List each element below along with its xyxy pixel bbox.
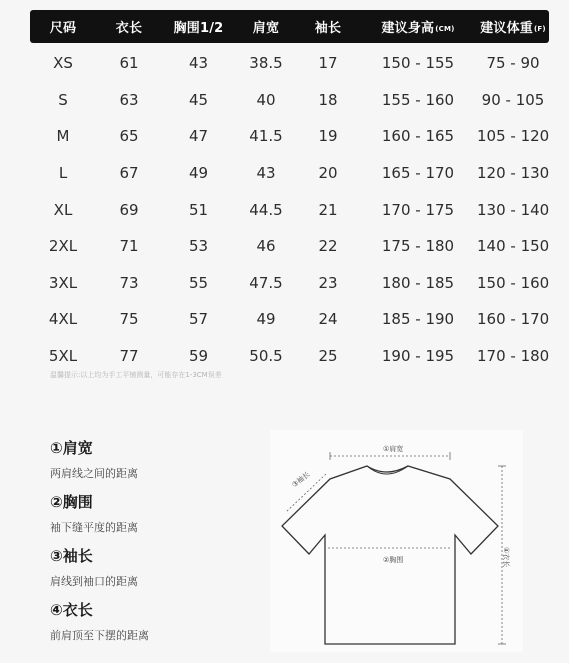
table-row	[30, 338, 549, 375]
cell-weight: 105 - 120	[477, 127, 550, 146]
cell-sleeve: 21	[318, 200, 338, 219]
table-row	[30, 301, 549, 338]
header-weight: 建议体重(F)	[480, 21, 546, 36]
cell-size: 2XL	[48, 237, 78, 256]
cell-chest: 57	[188, 310, 209, 329]
cell-shoulder: 44.5	[249, 200, 283, 219]
cell-sleeve: 23	[318, 273, 338, 292]
cell-shoulder: 38.5	[249, 54, 283, 73]
legend-title: ①肩宽	[50, 439, 93, 457]
tshirt-outline	[282, 466, 498, 644]
table-row	[30, 191, 549, 228]
sleeve-label: ③袖长	[290, 470, 312, 490]
measurement-note: 温馨提示:以上均为手工平铺测量，可能存在1-3CM误差	[50, 371, 222, 379]
legend-desc: 前肩顶至下摆的距离	[50, 629, 149, 642]
cell-chest: 47	[188, 127, 209, 146]
header-height: 建议身高(CM)	[381, 21, 455, 36]
table-row	[30, 82, 549, 119]
cell-sleeve: 19	[318, 127, 338, 146]
cell-chest: 45	[188, 90, 209, 109]
legend-title: ②胸围	[50, 493, 93, 511]
cell-size: XL	[53, 200, 73, 219]
cell-chest: 43	[188, 54, 209, 73]
cell-size: 5XL	[48, 347, 78, 366]
cell-chest: 59	[188, 347, 209, 366]
table-row	[30, 228, 549, 265]
cell-chest: 55	[188, 273, 209, 292]
cell-sleeve: 25	[318, 347, 338, 366]
legend-item-sleeve	[50, 545, 260, 599]
legend-item-length	[50, 599, 260, 653]
cell-shoulder: 46	[256, 237, 276, 256]
size-table-body	[30, 45, 549, 374]
cell-weight: 150 - 160	[477, 273, 550, 292]
legend-title: ④衣长	[50, 601, 93, 619]
chest-label: ②胸围	[383, 556, 404, 564]
cell-shoulder: 47.5	[249, 273, 283, 292]
cell-chest: 51	[188, 200, 209, 219]
cell-height: 150 - 155	[381, 54, 455, 73]
cell-height: 185 - 190	[381, 310, 455, 329]
legend-item-shoulder	[50, 437, 260, 491]
cell-height: 170 - 175	[381, 200, 455, 219]
table-row	[30, 118, 549, 155]
table-row	[30, 45, 549, 82]
cell-size: S	[58, 90, 68, 109]
cell-length: 77	[119, 347, 139, 366]
cell-chest: 53	[188, 237, 209, 256]
cell-length: 65	[119, 127, 139, 146]
header-shoulder: 肩宽	[252, 21, 280, 36]
cell-weight: 75 - 90	[486, 54, 540, 73]
cell-shoulder: 41.5	[249, 127, 283, 146]
tshirt-measurement-diagram	[270, 430, 523, 652]
length-label: ④衣长	[502, 547, 510, 568]
cell-weight: 90 - 105	[481, 90, 545, 109]
cell-height: 175 - 180	[381, 237, 455, 256]
tshirt-neckline	[367, 466, 408, 474]
cell-weight: 140 - 150	[477, 237, 550, 256]
measurement-legend	[50, 437, 260, 653]
cell-size: M	[56, 127, 70, 146]
cell-shoulder: 49	[256, 310, 276, 329]
header-chest: 胸围1/2	[173, 21, 224, 36]
cell-size: 3XL	[48, 273, 78, 292]
cell-length: 69	[119, 200, 139, 219]
legend-item-chest	[50, 491, 260, 545]
cell-length: 61	[119, 54, 139, 73]
header-size: 尺码	[49, 21, 77, 36]
cell-shoulder: 43	[256, 164, 276, 183]
cell-weight: 170 - 180	[477, 347, 550, 366]
cell-sleeve: 20	[318, 164, 338, 183]
cell-chest: 49	[188, 164, 209, 183]
cell-size: L	[58, 164, 68, 183]
header-length: 衣长	[115, 21, 143, 36]
cell-length: 75	[119, 310, 139, 329]
legend-desc: 袖下缝平度的距离	[50, 521, 138, 534]
header-sleeve: 袖长	[314, 21, 342, 36]
table-row	[30, 265, 549, 302]
cell-height: 155 - 160	[381, 90, 455, 109]
cell-size: 4XL	[48, 310, 78, 329]
cell-height: 190 - 195	[381, 347, 455, 366]
cell-sleeve: 17	[318, 54, 338, 73]
size-table-header	[30, 10, 549, 43]
cell-height: 180 - 185	[381, 273, 455, 292]
cell-shoulder: 40	[256, 90, 276, 109]
top-strip	[0, 0, 569, 10]
cell-weight: 160 - 170	[477, 310, 550, 329]
cell-length: 67	[119, 164, 139, 183]
shoulder-label: ①肩宽	[383, 445, 404, 453]
cell-size: XS	[53, 54, 73, 73]
cell-sleeve: 18	[318, 90, 338, 109]
legend-desc: 两肩线之间的距离	[50, 467, 138, 480]
cell-sleeve: 22	[318, 237, 338, 256]
legend-desc: 肩线到袖口的距离	[50, 575, 138, 588]
cell-weight: 120 - 130	[477, 164, 550, 183]
tshirt-diagram-svg	[270, 430, 523, 652]
table-row	[30, 155, 549, 192]
cell-shoulder: 50.5	[249, 347, 283, 366]
cell-height: 165 - 170	[381, 164, 455, 183]
legend-title: ③袖长	[50, 547, 93, 565]
cell-length: 71	[119, 237, 139, 256]
cell-length: 63	[119, 90, 139, 109]
cell-length: 73	[119, 273, 139, 292]
cell-weight: 130 - 140	[477, 200, 550, 219]
cell-height: 160 - 165	[381, 127, 455, 146]
cell-sleeve: 24	[318, 310, 338, 329]
